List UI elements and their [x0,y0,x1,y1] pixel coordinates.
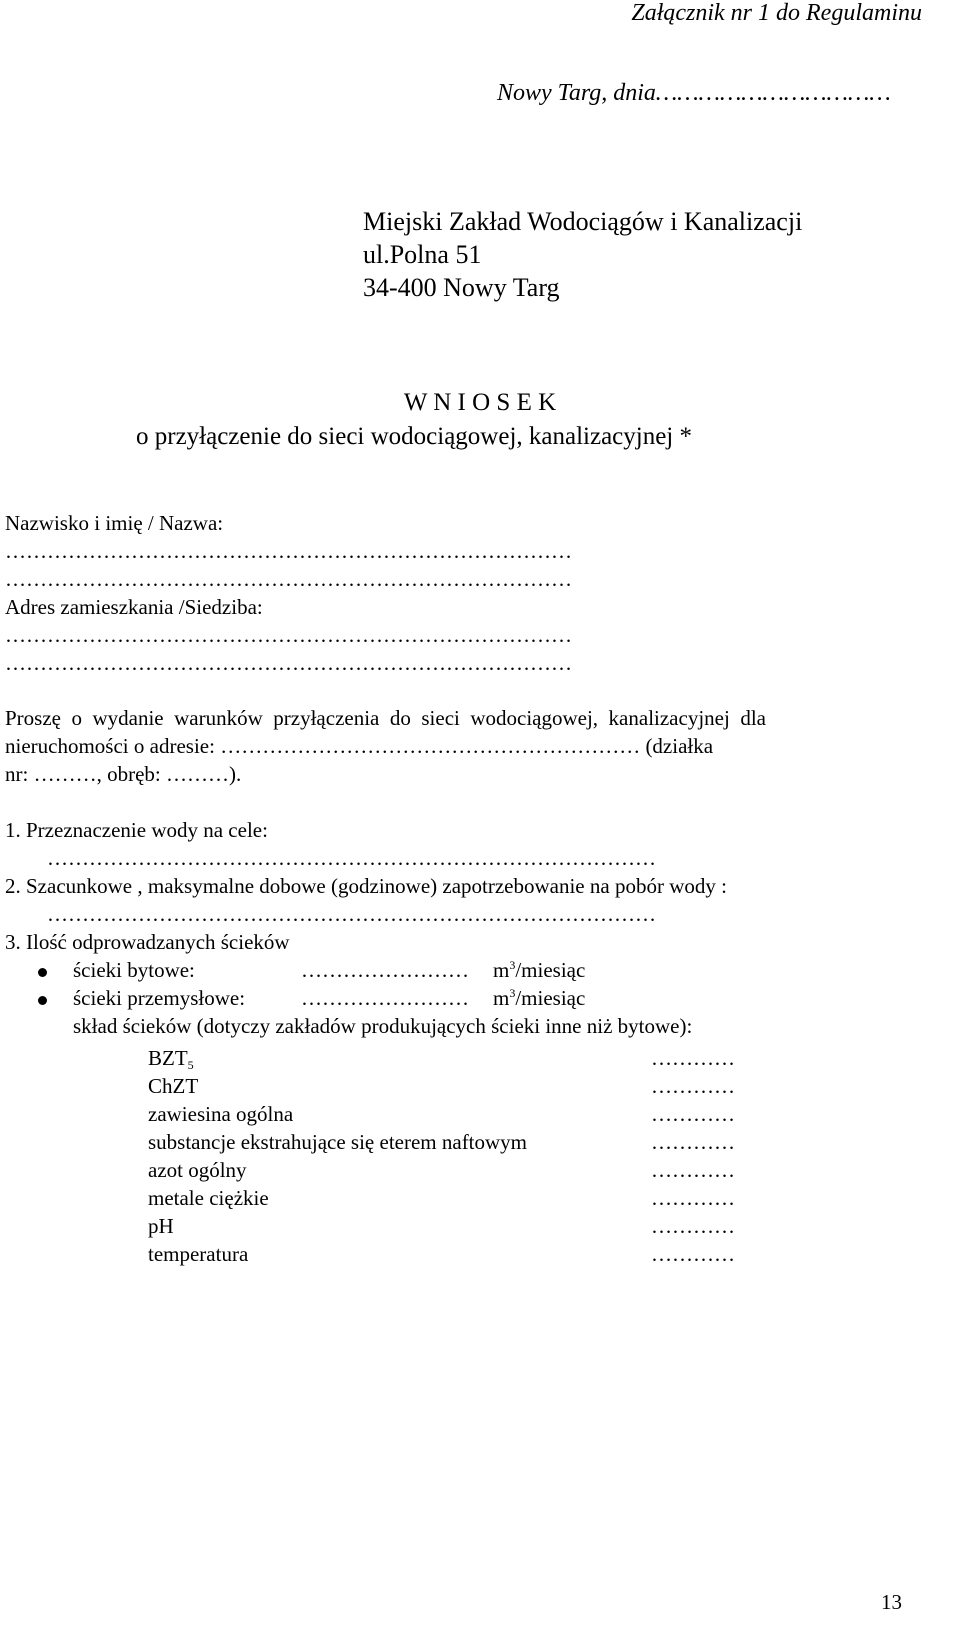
unit-m: m [493,986,510,1010]
name-line-1: ……………………………………………………………………… [5,539,572,563]
parameter-name [148,1130,527,1155]
section-2-line: …………………………………………………………………………… [47,902,656,926]
composition-label: skład ścieków (dotyczy zakładów produkujących ścieki inne niż bytowe): [73,1014,693,1038]
parameter-value-dots: ………… [651,1186,735,1210]
parameter-name-text: zawiesina ogólna [148,1102,294,1126]
unit-m: m [493,958,510,982]
unit-rest: /miesiąc [515,958,586,982]
industrial-sewage-label: ścieki przemysłowe: [73,986,246,1010]
bullet-icon [38,968,47,977]
name-line-2: ……………………………………………………………………… [5,567,572,591]
section-1-line: …………………………………………………………………………… [47,846,656,870]
institution-name: Miejski Zakład Wodociągów i Kanalizacji [363,207,803,236]
request-plot-label: (działka [645,734,714,758]
address-label: Adres zamieszkania /Siedziba: [5,595,263,619]
institution-street: ul.Polna 51 [363,240,482,269]
section-2-label: 2. Szacunkowe , maksymalne dobowe (godzinowe) zapotrzebowanie na pobór wody : [5,874,727,898]
name-label: Nazwisko i imię / Nazwa: [5,511,224,535]
parameter-name [148,1242,248,1267]
request-line-2 [5,734,713,759]
industrial-sewage-dots: …………………… [301,986,469,1010]
parameter-name [148,1102,293,1127]
parameter-value-dots: ………… [651,1214,735,1238]
parameter-name [148,1186,269,1211]
request-address-label: nieruchomości o adresie: [5,734,215,758]
section-3-label: 3. Ilość odprowadzanych ścieków [5,930,290,954]
parameter-name-text: ChZT [148,1074,199,1098]
address-line-2: ……………………………………………………………………… [5,651,572,675]
section-1-label: 1. Przeznaczenie wody na cele: [5,818,268,842]
parameter-value-dots: ………… [651,1074,735,1098]
parameter-value-dots: ………… [651,1158,735,1182]
parameter-name-text: temperatura [148,1242,249,1266]
bullet-icon [38,996,47,1005]
request-address-dots: …………………………………………………… [220,734,641,758]
address-line-1: ……………………………………………………………………… [5,623,572,647]
industrial-sewage-unit [493,986,585,1011]
institution-city: 34-400 Nowy Targ [363,273,560,302]
parameter-value-dots: ………… [651,1102,735,1126]
annex-label: Załącznik nr 1 do Regulaminu [631,0,922,26]
unit-rest: /miesiąc [515,986,586,1010]
parameter-value-dots: ………… [651,1046,735,1070]
parameter-subscript: 5 [187,1058,194,1072]
request-line-3: nr: ………, obręb: ………). [5,762,242,786]
parameter-name-text: BZT [148,1046,188,1070]
domestic-sewage-unit [493,958,585,983]
parameter-name-text: azot ogólny [148,1158,247,1182]
parameter-name [148,1158,247,1183]
document-title: W N I O S E K [403,389,557,416]
domestic-sewage-dots: …………………… [301,958,469,982]
domestic-sewage-label: ścieki bytowe: [73,958,195,982]
unit-exponent: 3 [509,958,516,972]
unit-exponent: 3 [509,986,516,1000]
parameter-value-dots: ………… [651,1242,735,1266]
parameter-name [148,1214,174,1239]
parameter-value-dots: ………… [651,1130,735,1154]
parameter-name-text: pH [148,1214,174,1238]
place-date: Nowy Targ, dnia…………………………… [497,80,891,106]
request-line-1: Proszę o wydanie warunków przyłączenia do sieci wodociągowej, kanalizacyjnej dla [5,706,766,730]
document-subtitle: o przyłączenie do sieci wodociągowej, kanalizacyjnej * [136,423,693,450]
parameter-name-text: substancje ekstrahujące się eterem naftowym [148,1130,528,1154]
page-number: 13 [881,1590,902,1614]
parameter-name [148,1074,198,1099]
parameter-name-text: metale ciężkie [148,1186,269,1210]
parameter-name [148,1046,194,1073]
